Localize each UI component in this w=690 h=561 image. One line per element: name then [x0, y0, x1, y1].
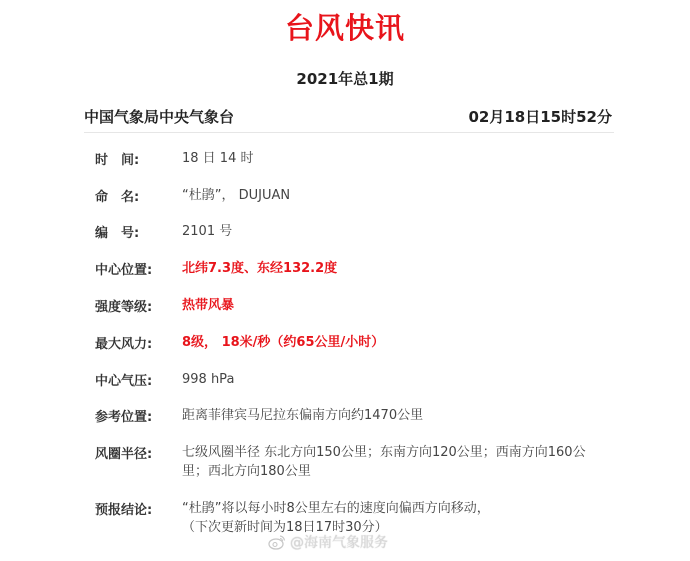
field-label-name: 命 名:: [95, 190, 140, 205]
field-label-reference-position: 参考位置:: [95, 410, 153, 425]
field-value-time: 18 日 14 时: [182, 151, 254, 166]
wind-radius-line: 七级风圈半径 东北方向150公里；东南方向120公里；西南方向160公: [182, 445, 586, 460]
field-value-forecast: [182, 499, 602, 537]
field-value-center-pressure: 998 hPa: [182, 372, 235, 387]
field-value-max-wind: 8级， 18米/秒（约65公里/小时）: [182, 335, 385, 350]
field-label-intensity: 强度等级:: [95, 300, 153, 315]
page-title: 台风快讯: [284, 11, 405, 45]
field-value-number: 2101 号: [182, 224, 233, 239]
field-label-center-position: 中心位置:: [95, 263, 153, 278]
field-value-intensity: 热带风暴: [182, 298, 235, 313]
field-label-wind-radius: 风圈半径:: [95, 447, 153, 462]
field-label-center-pressure: 中心气压:: [95, 374, 153, 389]
field-label-time: 时 间:: [95, 153, 140, 168]
forecast-line: （下次更新时间为18日17时30分）: [182, 520, 388, 535]
field-label-forecast: 预报结论:: [95, 503, 153, 518]
field-value-name: “杜鹃”， DUJUAN: [182, 188, 291, 203]
field-label-number: 编 号:: [95, 226, 140, 241]
watermark-text: @海南气象服务: [290, 535, 388, 551]
field-value-reference-position: 距离菲律宾马尼拉东偏南方向约1470公里: [182, 408, 424, 423]
issuing-organization: 中国气象局中央气象台: [84, 108, 235, 126]
issue-timestamp: 02月18日15时52分: [468, 108, 612, 126]
field-label-max-wind: 最大风力:: [95, 337, 153, 352]
field-value-wind-radius: [182, 443, 602, 481]
forecast-line: “杜鹃”将以每小时8公里左右的速度向偏西方向移动，: [182, 501, 490, 516]
weibo-icon: [268, 534, 286, 550]
watermark: [268, 532, 388, 554]
issue-number: 2021年总1期: [296, 70, 394, 88]
wind-radius-line: 里；西北方向180公里: [182, 464, 311, 479]
field-value-center-position: 北纬7.3度、东经132.2度: [182, 261, 338, 276]
